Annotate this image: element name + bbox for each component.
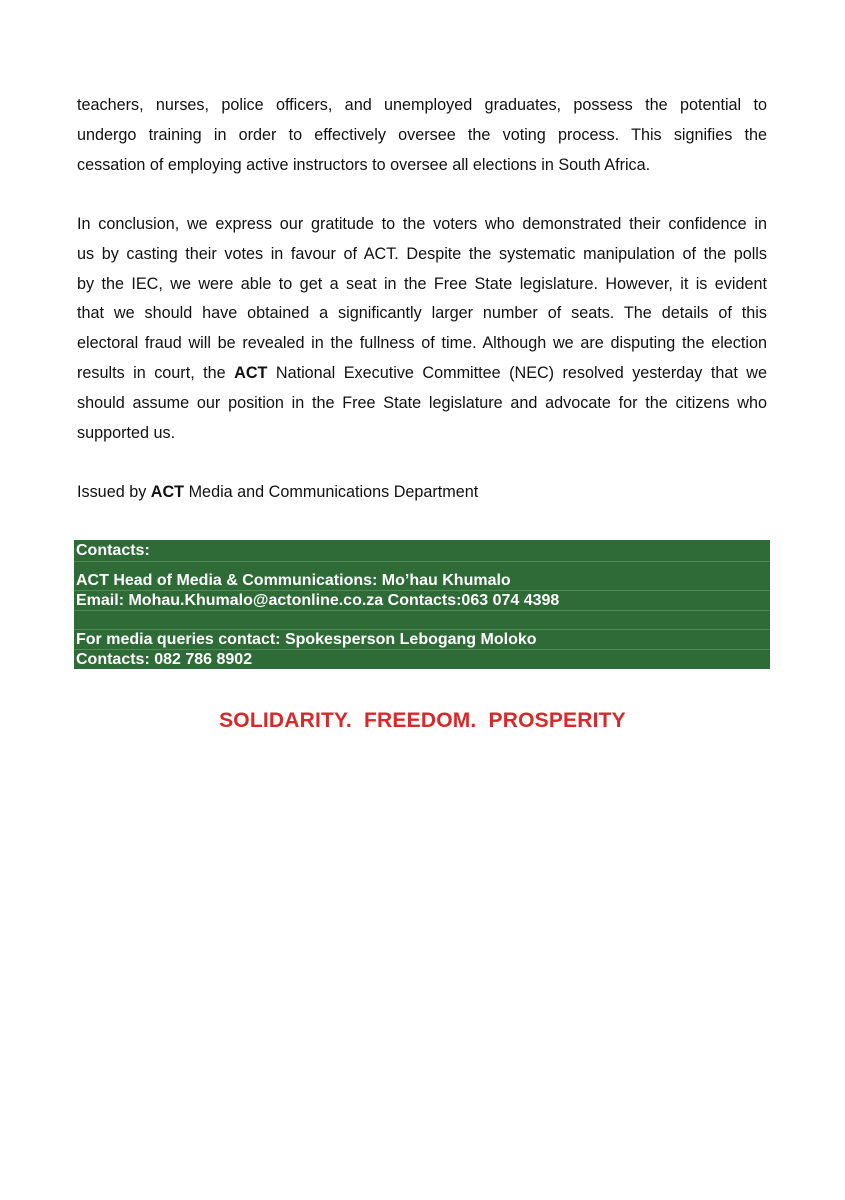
text-line: cessation of employing active instructors to oversee all elections in South Africa. [77, 155, 651, 174]
head-of-media-line: ACT Head of Media & Communications: Mo’hau Khumalo [76, 572, 511, 589]
paragraph-conclusion [77, 210, 767, 448]
motto-freedom: FREEDOM. [364, 709, 477, 732]
issued-by-line [77, 478, 767, 508]
text-fragment: Media and Communications Department [184, 483, 479, 501]
row-divider [74, 561, 770, 562]
text-line [77, 359, 767, 389]
party-name-bold: ACT [234, 363, 268, 382]
text-line: that we should have obtained a significantly larger number of seats. The details of this [77, 304, 767, 323]
paragraph-election-staffing [77, 91, 767, 180]
spokesperson-contacts-line: Contacts: 082 786 8902 [76, 651, 253, 668]
text-line: should assume our position in the Free State legislature and advocate for the citizens who [77, 393, 767, 412]
text-line: us by casting their votes in favour of ACT. Despite the systematic manipulation of the polls [77, 244, 767, 263]
party-name-bold: ACT [150, 483, 185, 501]
text-fragment: Issued by [77, 483, 151, 501]
text-line: teachers, nurses, police officers, and unemployed graduates, possess the potential to [77, 96, 767, 114]
motto-prosperity: PROSPERITY [488, 709, 626, 732]
party-motto [0, 709, 845, 733]
text-fragment: National Executive Committee (NEC) resolved yesterday that we [267, 363, 767, 382]
row-divider [74, 610, 770, 611]
text-line: undergo training in order to effectively oversee the voting process. This signifies the [77, 125, 767, 144]
text-line: by the IEC, we were able to get a seat in the Free State legislature. However, it is evident [77, 274, 767, 293]
text-line [77, 478, 767, 508]
contacts-box [74, 540, 770, 669]
text-line: supported us. [77, 423, 176, 442]
contacts-heading: Contacts: [76, 542, 150, 559]
text-line: electoral fraud will be revealed in the fullness of time. Although we are disputing the election [77, 334, 767, 353]
text-line: In conclusion, we express our gratitude to the voters who demonstrated their confidence in [77, 215, 767, 233]
media-queries-line: For media queries contact: Spokesperson Lebogang Moloko [76, 631, 537, 648]
motto-solidarity: SOLIDARITY. [219, 709, 352, 732]
email-contact-line[interactable]: Email: Mohau.Khumalo@actonline.co.za Contacts:063 074 4398 [76, 592, 560, 609]
text-fragment: results in court, the [77, 363, 235, 382]
